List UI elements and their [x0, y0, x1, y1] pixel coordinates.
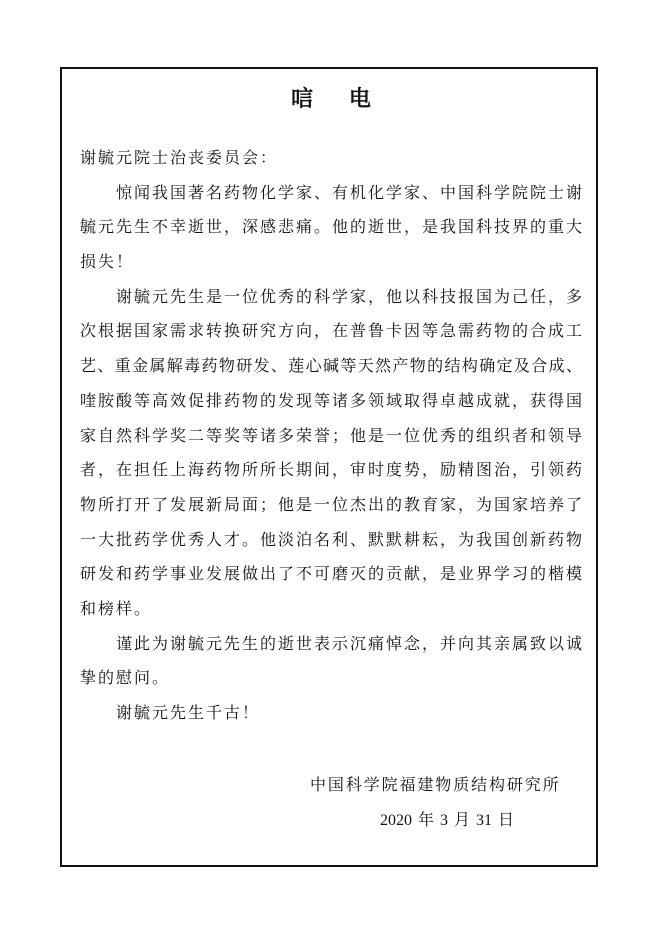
signature-date: 2020 年 3 月 31 日 [380, 812, 515, 829]
paragraph-line: 艺、重金属解毒药物研发、莲心碱等天然产物的结构确定及合成、 [80, 356, 582, 376]
paragraph-line: 谨此为谢毓元先生的逝世表示沉痛悼念，并向其亲属致以诚 [116, 633, 582, 653]
paragraph-line: 一大批药学优秀人才。他淡泊名利、默默耕耘，为我国创新药物 [80, 529, 582, 549]
paragraph-line: 和榜样。 [80, 598, 153, 618]
paragraph-line: 损失！ [80, 252, 135, 272]
salutation: 谢毓元院士治丧委员会： [80, 148, 279, 167]
paragraph-line: 毓元先生不幸逝世，深感悲痛。他的逝世，是我国科技界的重大 [80, 217, 582, 237]
signature-organization: 中国科学院福建物质结构研究所 [310, 775, 561, 794]
paragraph-line: 谢毓元先生是一位优秀的科学家，他以科技报国为己任，多 [116, 286, 582, 306]
closing-line: 谢毓元先生千古！ [116, 703, 261, 722]
document-title: 唁 电 [291, 87, 385, 112]
paragraph-line: 家自然科学奖二等奖等诸多荣誉；他是一位优秀的组织者和领导 [80, 425, 582, 445]
letter-body [80, 141, 582, 731]
paragraph-line: 研发和药学事业发展做出了不可磨灭的贡献，是业界学习的楷模 [80, 564, 582, 584]
paragraph-line: 喹胺酸等高效促排药物的发现等诸多领域取得卓越成就，获得国 [80, 390, 582, 410]
paragraph-line: 惊闻我国著名药物化学家、有机化学家、中国科学院院士谢 [116, 182, 582, 202]
paragraph-line: 物所打开了发展新局面；他是一位杰出的教育家，为国家培养了 [80, 494, 582, 514]
paragraph-line: 挚的慰问。 [80, 668, 171, 688]
paragraph-line: 者，在担任上海药物所所长期间，审时度势，励精图治，引领药 [80, 460, 582, 480]
paragraph-line: 次根据国家需求转换研究方向，在普鲁卡因等急需药物的合成工 [80, 321, 582, 341]
